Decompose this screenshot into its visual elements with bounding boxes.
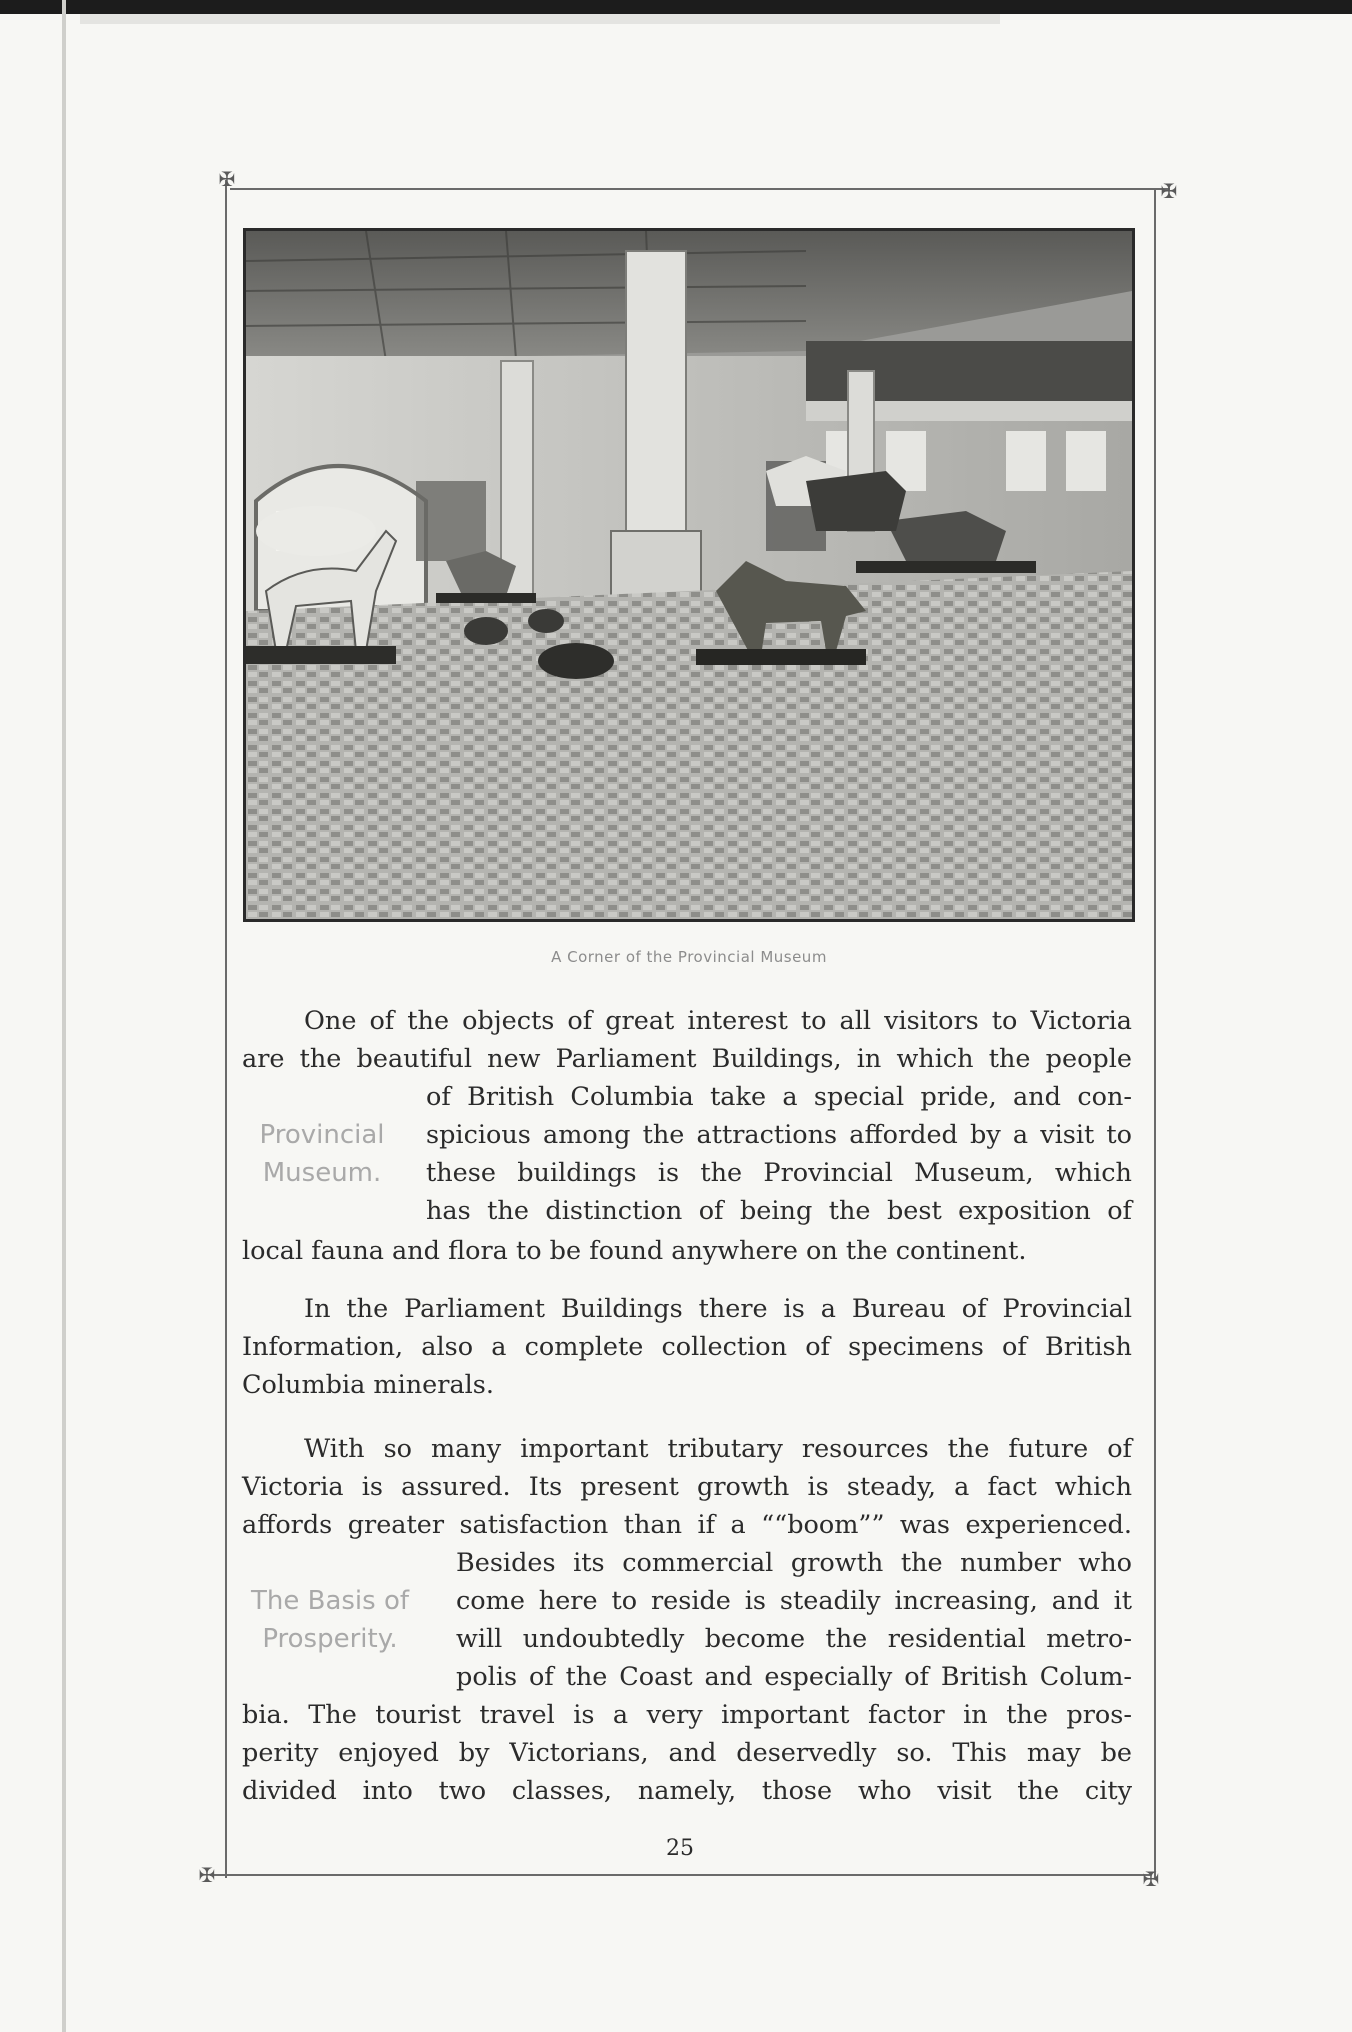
corner-ornament-icon: ✠ <box>218 167 236 191</box>
text-line: bia. The tourist travel is a very important factor in the pros- <box>242 1700 1132 1730</box>
text-line: affords greater satisfaction than if a ““boom”” was experienced. <box>242 1510 1132 1540</box>
museum-photograph <box>243 228 1135 922</box>
text-line: divided into two classes, namely, those who visit the city <box>242 1776 1132 1806</box>
sidenote-basis-of-prosperity <box>236 1582 424 1658</box>
sidenote-provincial-museum <box>236 1116 408 1192</box>
text-line: come here to reside is steadily increasing, and it <box>456 1586 1132 1616</box>
paragraph-museum-lead <box>242 1002 1132 1078</box>
sidenote-line: Museum. <box>262 1158 382 1188</box>
text-line: Victoria is assured. Its present growth is steady, a fact which <box>242 1472 1132 1502</box>
text-line: are the beautiful new Parliament Buildings, in which the people <box>242 1044 1132 1074</box>
frame-top-rule <box>230 188 1170 190</box>
text-line: of British Columbia take a special pride, and con- <box>426 1082 1132 1112</box>
text-line: polis of the Coast and especially of British Colum- <box>456 1662 1132 1692</box>
paragraph-prosperity-lead <box>242 1430 1132 1544</box>
page-number: 25 <box>666 1836 694 1861</box>
binding-shadow <box>62 0 66 2032</box>
text-line: will undoubtedly become the residential metro- <box>456 1624 1132 1654</box>
paragraph-bureau <box>242 1290 1132 1404</box>
corner-ornament-icon: ✠ <box>1160 179 1178 203</box>
frame-bottom-rule <box>210 1874 1150 1876</box>
text-line: perity enjoyed by Victorians, and deservedly so. This may be <box>242 1738 1132 1768</box>
corner-ornament-icon: ✠ <box>198 1863 216 1887</box>
corner-ornament-icon: ✠ <box>1142 1867 1160 1891</box>
frame-left-rule <box>225 180 227 1878</box>
text-line: One of the objects of great interest to all visitors to Victoria <box>304 1006 1132 1036</box>
photo-caption: A Corner of the Provincial Museum <box>551 948 827 966</box>
text-line: local fauna and flora to be found anywhere on the continent. <box>242 1236 1027 1266</box>
text-line: spicious among the attractions afforded by a visit to <box>426 1120 1132 1150</box>
sidenote-line: Prosperity. <box>262 1624 398 1654</box>
museum-interior-illustration <box>246 231 1132 919</box>
paragraph-museum-inset <box>426 1078 1132 1230</box>
previous-page-edge <box>80 14 1000 24</box>
text-line: has the distinction of being the best exposition of <box>426 1196 1132 1226</box>
sidenote-line: The Basis of <box>250 1586 410 1616</box>
text-line: these buildings is the Provincial Museum, which <box>426 1158 1132 1188</box>
text-line: In the Parliament Buildings there is a Bureau of Provincial <box>304 1294 1132 1324</box>
scan-edge <box>0 0 1352 14</box>
paragraph-prosperity-tail <box>242 1696 1132 1810</box>
text-line: Columbia minerals. <box>242 1370 494 1400</box>
frame-right-rule <box>1154 188 1156 1878</box>
text-line: Information, also a complete collection of specimens of British <box>242 1332 1132 1362</box>
sidenote-line: Provincial <box>259 1120 385 1150</box>
paragraph-prosperity-inset <box>456 1544 1132 1696</box>
paragraph-museum-tail <box>242 1232 1132 1270</box>
text-line: With so many important tributary resources the future of <box>304 1434 1132 1464</box>
text-line: Besides its commercial growth the number who <box>456 1548 1132 1578</box>
